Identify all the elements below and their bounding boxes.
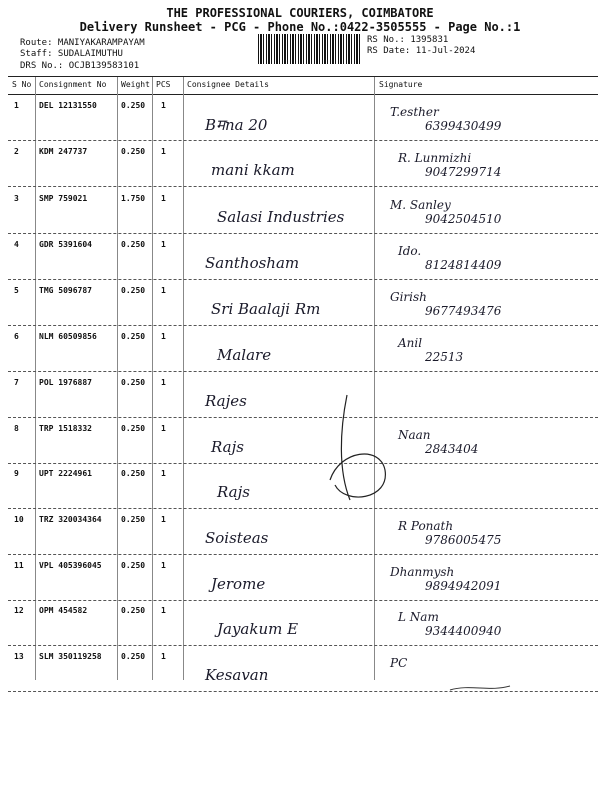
row-pcs: 1 [161, 194, 166, 203]
row-signature: T.esther [390, 105, 439, 119]
row-consignment-no: TMG 5096787 [39, 286, 92, 295]
row-pcs: 1 [161, 606, 166, 615]
header-pcs: PCS [156, 80, 171, 89]
row-pcs: 1 [161, 515, 166, 524]
row-consignee-handwriting: Jayakum E [217, 620, 299, 638]
row-consignee-handwriting: Rajes [205, 392, 247, 410]
row-signature-phone: 9344400940 [425, 624, 502, 638]
row-consignee-handwriting: Jerome [211, 575, 266, 593]
row-sno: 10 [14, 515, 24, 524]
row-consignment-no: NLM 60509856 [39, 332, 97, 341]
row-signature-phone: 9786005475 [425, 533, 502, 547]
row-sno: 9 [14, 469, 19, 478]
row-sno: 11 [14, 561, 24, 570]
company-title: THE PROFESSIONAL COURIERS, COIMBATORE [166, 6, 434, 20]
row-sno: 2 [14, 147, 19, 156]
row-pcs: 1 [161, 561, 166, 570]
row-weight: 0.250 [121, 101, 146, 110]
row-signature-phone: 9894942091 [425, 579, 502, 593]
row-pcs: 1 [161, 240, 166, 249]
row-sno: 1 [14, 101, 19, 110]
row-consignee-handwriting: Santhosham [205, 254, 300, 272]
row-signature-phone: 9677493476 [425, 304, 502, 318]
row-signature: Girish [390, 290, 427, 304]
row-sno: 12 [14, 606, 24, 615]
row-pcs: 1 [161, 378, 166, 387]
row-pcs: 1 [161, 652, 166, 661]
row-consignee-handwriting: Salasi Industries [217, 208, 345, 226]
row-consignee-handwriting: Rajs [217, 483, 250, 501]
rs-number: RS No.: 1395831 [367, 35, 449, 45]
header-sno: S No [12, 80, 32, 89]
row-signature: M. Sanley [390, 198, 451, 212]
row-pcs: 1 [161, 424, 166, 433]
header-signature: Signature [379, 80, 423, 89]
row-consignment-no: SLM 350119258 [39, 652, 102, 661]
row-sno: 7 [14, 378, 19, 387]
row-weight: 1.750 [121, 194, 146, 203]
row-consignee-handwriting: Bमna 20 [205, 116, 268, 134]
row-consignee-handwriting: Kesavan [205, 666, 269, 684]
row-sno: 6 [14, 332, 19, 341]
row-signature: Ido. [398, 244, 422, 258]
row-sno: 4 [14, 240, 19, 249]
row-pcs: 1 [161, 147, 166, 156]
row-weight: 0.250 [121, 424, 146, 433]
row-signature: R. Lunmizhi [398, 151, 472, 165]
row-consignee-handwriting: mani kkam [211, 161, 295, 179]
row-weight: 0.250 [121, 286, 146, 295]
row-signature-phone: 9047299714 [425, 165, 502, 179]
row-signature: Anil [398, 336, 423, 350]
row-weight: 0.250 [121, 469, 146, 478]
row-consignee-handwriting: Sri Baalaji Rm [211, 300, 321, 318]
row-signature-phone: 6399430499 [425, 119, 502, 133]
row-pcs: 1 [161, 286, 166, 295]
row-signature-phone: 22513 [425, 350, 464, 364]
row-consignment-no: KDM 247737 [39, 147, 88, 156]
row-consignment-no: UPT 2224961 [39, 469, 92, 478]
row-sno: 8 [14, 424, 19, 433]
row-sno: 13 [14, 652, 24, 661]
row-consignment-no: GDR 5391604 [39, 240, 92, 249]
header-consignment: Consignment No [39, 80, 107, 89]
row-consignment-no: TRZ 320034364 [39, 515, 102, 524]
header-weight: Weight [121, 80, 150, 89]
row-weight: 0.250 [121, 240, 146, 249]
row-consignment-no: OPM 454582 [39, 606, 88, 615]
row-signature: Naan [398, 428, 431, 442]
row-consignment-no: SMP 759021 [39, 194, 88, 203]
drs-label: DRS No.: OCJB139583101 [20, 61, 140, 71]
row-signature: L Nam [398, 610, 439, 624]
staff-label: Staff: SUDALAIMUTHU [20, 49, 123, 59]
row-consignment-no: TRP 1518332 [39, 424, 92, 433]
row-sno: 5 [14, 286, 19, 295]
row-pcs: 1 [161, 101, 166, 110]
row-pcs: 1 [161, 469, 166, 478]
row-weight: 0.250 [121, 378, 146, 387]
row-sno: 3 [14, 194, 19, 203]
row-signature: R Ponath [398, 519, 454, 533]
row-consignee-handwriting: Malare [217, 346, 272, 364]
row-signature-phone: 8124814409 [425, 258, 502, 272]
route-label: Route: MANIYAKARAMPAYAM [20, 38, 145, 48]
row-consignment-no: VPL 405396045 [39, 561, 102, 570]
row-consignment-no: POL 1976887 [39, 378, 92, 387]
row-weight: 0.250 [121, 606, 146, 615]
runsheet-subtitle: Delivery Runsheet - PCG - Phone No.:0422-3505555 - Page No.:1 [79, 20, 521, 34]
row-pcs: 1 [161, 332, 166, 341]
row-signature: Dhanmysh [390, 565, 455, 579]
row-signature-phone: 9042504510 [425, 212, 502, 226]
rs-date: RS Date: 11-Jul-2024 [367, 46, 476, 56]
row-signature: PC [390, 656, 408, 670]
row-weight: 0.250 [121, 561, 146, 570]
row-signature-phone: 2843404 [425, 442, 479, 456]
row-weight: 0.250 [121, 515, 146, 524]
row-weight: 0.250 [121, 332, 146, 341]
row-consignee-handwriting: Soisteas [205, 529, 269, 547]
row-weight: 0.250 [121, 652, 146, 661]
row-consignee-handwriting: Rajs [211, 438, 244, 456]
row-weight: 0.250 [121, 147, 146, 156]
row-consignment-no: DEL 12131550 [39, 101, 97, 110]
header-consignee: Consignee Details [187, 80, 269, 89]
